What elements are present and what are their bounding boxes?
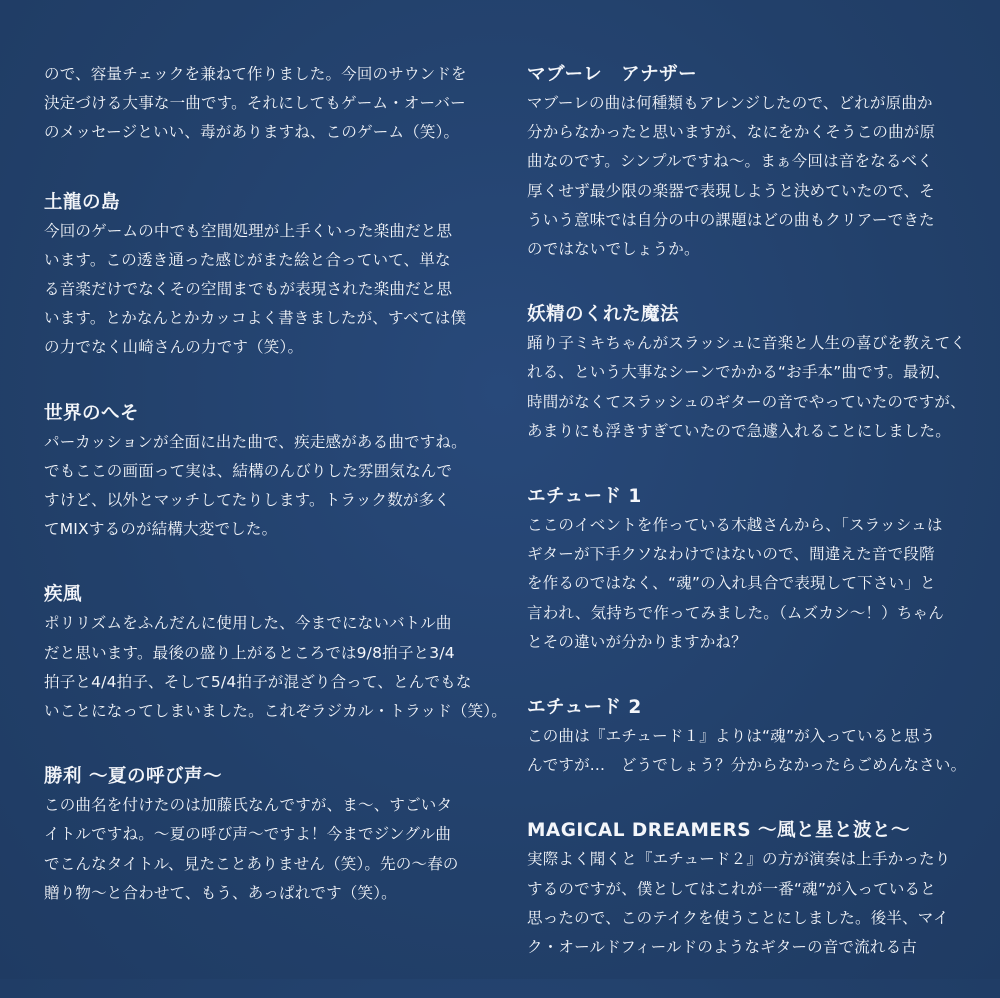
text-line: ギターが下手クソなわけではないので、間違えた音で段階 xyxy=(527,545,935,564)
section-heading: 疾風 xyxy=(44,584,83,606)
section-sekai-no-heso xyxy=(44,399,484,545)
text-line: マブーレの曲は何種類もアレンジしたので、どれが原曲か xyxy=(527,94,933,112)
left-column xyxy=(44,60,507,944)
section-heading: 勝利 〜夏の呼び声〜 xyxy=(44,766,222,788)
section-yousei-no-mahou xyxy=(527,300,967,446)
text-line: この曲名を付けたのは加藤氏なんですが、ま〜、すごいタ xyxy=(44,796,453,815)
text-line: ポリリズムをふんだんに使用した、今までにないバトル曲 xyxy=(44,614,452,633)
text-line: 踊り子ミキちゃんがスラッシュに音楽と人生の喜びを教えてく xyxy=(527,334,966,353)
text-line: 分からなかったと思いますが、なにをかくそうこの曲が原 xyxy=(527,123,936,142)
text-line: でもここの画面って実は、結構のんびりした雰囲気なんで xyxy=(44,461,453,480)
text-line: すけど、以外とマッチしてたりします。トラック数が多く xyxy=(44,491,451,510)
text-line: のメッセージといい、毒がありますね、このゲーム（笑）。 xyxy=(44,123,460,142)
text-line: するのですが、僕としてはこれが一番“魂”が入っていると xyxy=(527,879,936,898)
section-heading: エチュード 2 xyxy=(527,697,642,719)
text-line: います。この透き通った感じがまた絵と合っていて、単な xyxy=(44,250,451,269)
section-shouri xyxy=(44,762,484,908)
section-heading: エチュード 1 xyxy=(527,486,642,508)
text-line: 今回のゲームの中でも空間処理が上手くいった楽曲だと思 xyxy=(44,221,453,240)
text-line: のではないでしょうか。 xyxy=(527,240,700,259)
text-line: る音楽だけでなくその空間までもが表現された楽曲だと思 xyxy=(44,280,453,299)
text-line: だと思います。最後の盛り上がるところでは9/8拍子と3/4 xyxy=(44,643,455,662)
text-line: んですが... どうでしょう？分からなかったらごめんなさい。 xyxy=(527,756,967,775)
section-doryuu-no-shima xyxy=(44,188,484,363)
section-mabure-another xyxy=(527,60,967,264)
text-line: 拍子と4/4拍子、そして5/4拍子が混ざり合って、とんでもな xyxy=(44,672,472,691)
section-etude-1 xyxy=(527,482,967,657)
text-line: ク・オールドフィールドのようなギターの音で流れる古 xyxy=(527,938,918,957)
text-line: いことになってしまいました。これぞラジカル・トラッド（笑）。 xyxy=(44,702,507,721)
section-shippuu xyxy=(44,580,507,726)
text-line: 厚くせず最少限の楽器で表現しようと決めていたので、そ xyxy=(527,181,935,200)
section-heading: MAGICAL DREAMERS 〜風と星と波と〜 xyxy=(527,820,911,842)
text-line: を作るのではなく、“魂”の入れ具合で表現して下さい」と xyxy=(527,574,936,593)
text-line: の力でなく山崎さんの力です（笑）。 xyxy=(44,338,304,357)
right-column xyxy=(527,60,967,998)
text-line: 思ったので、このテイクを使うことにしました。後半、マイ xyxy=(527,908,949,927)
text-line: 贈り物〜と合わせて、もう、あっぱれです（笑）。 xyxy=(44,883,397,902)
text-line: います。とかなんとかカッコよく書きましたが、すべては僕 xyxy=(44,309,467,328)
section-heading: 世界のへそ xyxy=(44,402,140,424)
section-heading: マブーレ アナザー xyxy=(527,64,698,85)
text-line: ここのイベントを作っている木越さんから、「スラッシュは xyxy=(527,516,943,535)
text-line: 実際よく聞くと『エチュード２』の方が演奏は上手かったり xyxy=(527,850,951,869)
text-line: あまりにも浮きすぎていたので急遽入れることにしました。 xyxy=(527,421,951,440)
text-line: れる、という大事なシーンでかかる“お手本”曲です。最初、 xyxy=(527,363,951,382)
section-etude-2 xyxy=(527,693,967,780)
text-line: でこんなタイトル、見たことありません（笑）。先の〜春の xyxy=(44,854,459,873)
text-line: イトルですね。〜夏の呼び声〜ですよ！今までジングル曲 xyxy=(44,825,452,844)
section-intro-continued xyxy=(44,60,484,148)
text-line: 曲なのです。シンプルですね〜。まぁ今回は音をなるべく xyxy=(527,152,933,171)
text-line: 決定づける大事な一曲です。それにしてもゲーム・オーバー xyxy=(44,94,466,113)
text-line: パーカッションが全面に出た曲で、疾走感がある曲ですね。 xyxy=(44,432,467,451)
section-heading: 土龍の島 xyxy=(44,191,121,213)
text-line: 言われ、気持ちで作ってみました。（ムズカシ〜！）ちゃん xyxy=(527,603,944,622)
text-line: ので、容量チェックを兼ねて作りました。今回のサウンドを xyxy=(44,65,467,83)
text-line: この曲は『エチュード１』よりは“魂”が入っていると思う xyxy=(527,727,936,746)
text-line: てMIXするのが結構大変でした。 xyxy=(44,520,278,539)
text-line: 時間がなくてスラッシュのギターの音でやっていたのですが、 xyxy=(527,392,966,411)
text-line: ういう意味では自分の中の課題はどの曲もクリアーできた xyxy=(527,210,935,229)
section-heading: 妖精のくれた魔法 xyxy=(527,304,680,326)
text-line: とその違いが分かりますかね？ xyxy=(527,632,747,651)
section-magical-dreamers xyxy=(527,816,967,962)
